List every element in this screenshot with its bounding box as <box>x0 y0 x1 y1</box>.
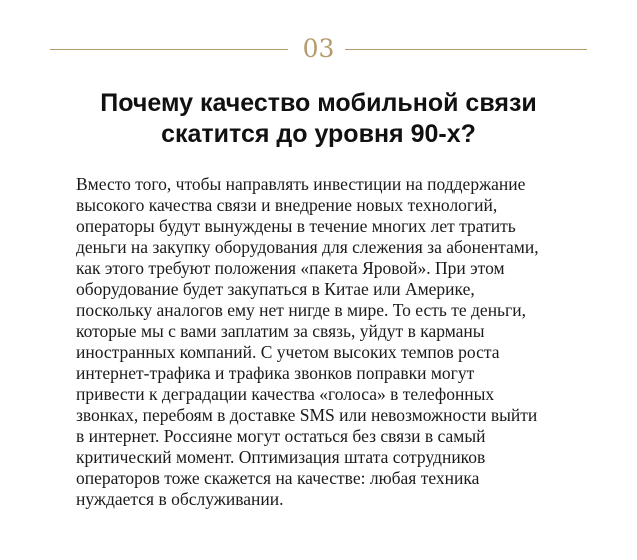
article-body <box>76 174 596 510</box>
divider-line-left <box>50 49 288 50</box>
body-line: как этого требуют положения «пакета Яровой». При этом <box>76 258 505 278</box>
body-line: поскольку аналогов ему нет нигде в мире. То есть те деньги, <box>76 300 526 320</box>
body-line: Вместо того, чтобы направлять инвестиции на поддержание <box>76 174 526 194</box>
article-title <box>20 88 617 150</box>
body-line: интернет-трафика и трафика звонков поправки могут <box>76 363 475 383</box>
title-line: скатится до уровня 90-х? <box>161 120 476 148</box>
body-line: привести к деградации качества «голоса» в телефонных <box>76 384 495 404</box>
body-line: деньги на закупку оборудования для слежения за абонентами, <box>76 237 539 257</box>
section-number: 03 <box>302 34 335 63</box>
body-line: звонках, перебоям в доставке SMS или невозможности выйти <box>76 405 538 425</box>
divider-line-right <box>345 49 587 50</box>
body-line: иностранных компаний. С учетом высоких темпов роста <box>76 342 500 362</box>
body-line: критический момент. Оптимизация штата сотрудников <box>76 447 486 467</box>
body-line: операторов тоже скажется на качестве: любая техника <box>76 468 480 488</box>
body-line: нуждается в обслуживании. <box>76 489 284 509</box>
title-line: Почему качество мобильной связи <box>100 89 537 117</box>
body-line: высокого качества связи и внедрение новых технологий, <box>76 195 498 215</box>
body-line: в интернет. Россияне могут остаться без связи в самый <box>76 426 486 446</box>
body-line: оборудование будет закупаться в Китае или Америке, <box>76 279 475 299</box>
body-line: которые мы с вами заплатим за связь, уйдут в карманы <box>76 321 485 341</box>
body-line: операторы будут вынуждены в течение многих лет тратить <box>76 216 516 236</box>
